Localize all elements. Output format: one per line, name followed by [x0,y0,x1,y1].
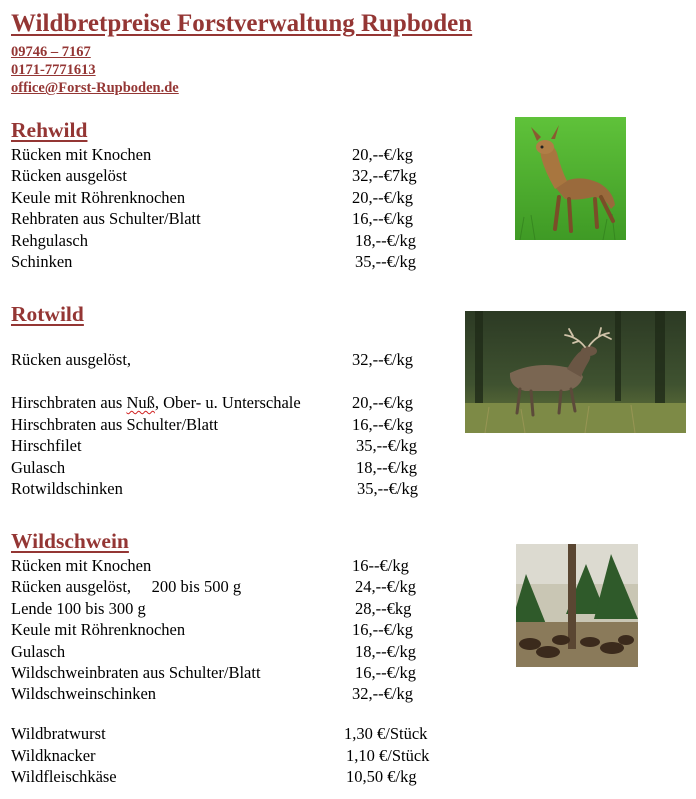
item-price: 18,--€/kg [356,458,417,477]
item-price: 1,30 €/Stück [344,724,428,743]
item-price: 18,--€/kg [355,642,416,661]
item-price: 20,--€/kg [352,145,413,164]
item-price: 32,--€/kg [352,350,413,369]
wild-boar-herd-photo [516,544,638,667]
item-price: 16,--€/kg [355,663,416,682]
item-price: 20,--€/kg [352,393,413,412]
page-title: Wildbretpreise Forstverwaltung Rupboden [11,10,473,37]
item-name: Wildschweinschinken [11,684,157,703]
item-name: Wildbratwurst [11,724,106,743]
red-deer-stag-photo [465,311,686,433]
item-name: Rücken mit Knochen [11,145,152,164]
item-name: Rehbraten aus Schulter/Blatt [11,209,201,228]
item-name: Keule mit Röhrenknochen [11,620,186,639]
item-price: 35,--€/kg [357,479,418,498]
item-price: 20,--€/kg [352,188,413,207]
item-name: Rehgulasch [11,231,88,250]
section-heading-rehwild: Rehwild [11,118,88,142]
item-price: 32,--€7kg [352,166,417,185]
phone-mobile[interactable]: 0171-7771613 [11,62,96,78]
item-price: 16,--€/kg [352,620,413,639]
item-price: 35,--€/kg [356,436,417,455]
item-name: Wildfleischkäse [11,767,117,786]
item-name: Rotwildschinken [11,479,123,498]
item-name: Hirschbraten aus Schulter/Blatt [11,415,219,434]
item-price: 1,10 €/Stück [346,746,430,765]
item-name: Keule mit Röhrenknochen [11,188,186,207]
phone-landline[interactable]: 09746 – 7167 [11,44,91,60]
section-heading-rotwild: Rotwild [11,302,84,326]
item-name: Rücken mit Knochen [11,556,152,575]
item-price: 35,--€/kg [355,252,416,271]
item-name: Gulasch [11,642,66,661]
item-name: Lende 100 bis 300 g [11,599,146,618]
item-name: Wildknacker [11,746,96,765]
item-price: 28,--€kg [355,599,412,618]
item-price: 18,--€/kg [355,231,416,250]
item-name: Hirschbraten aus Nuß, Ober- u. Unterschale [11,393,301,412]
item-name: Hirschfilet [11,436,82,455]
item-name: Rücken ausgelöst [11,166,127,185]
item-price: 16--€/kg [352,556,409,575]
item-price: 16,--€/kg [352,415,413,434]
item-price: 10,50 €/kg [346,767,417,786]
item-price: 24,--€/kg [355,577,416,596]
item-name: Rücken ausgelöst, [11,350,132,369]
email-link[interactable]: office@Forst-Rupboden.de [11,80,179,96]
item-price: 16,--€/kg [352,209,413,228]
item-name: Gulasch [11,458,66,477]
roe-deer-photo [515,117,626,240]
item-name: Wildschweinbraten aus Schulter/Blatt [11,663,261,682]
item-name: Rücken ausgelöst, 200 bis 500 g [11,577,242,596]
item-price: 32,--€/kg [352,684,413,703]
item-name: Schinken [11,252,73,271]
section-heading-wildschwein: Wildschwein [11,529,129,553]
spellcheck-marked-word: Nuß [126,393,155,412]
